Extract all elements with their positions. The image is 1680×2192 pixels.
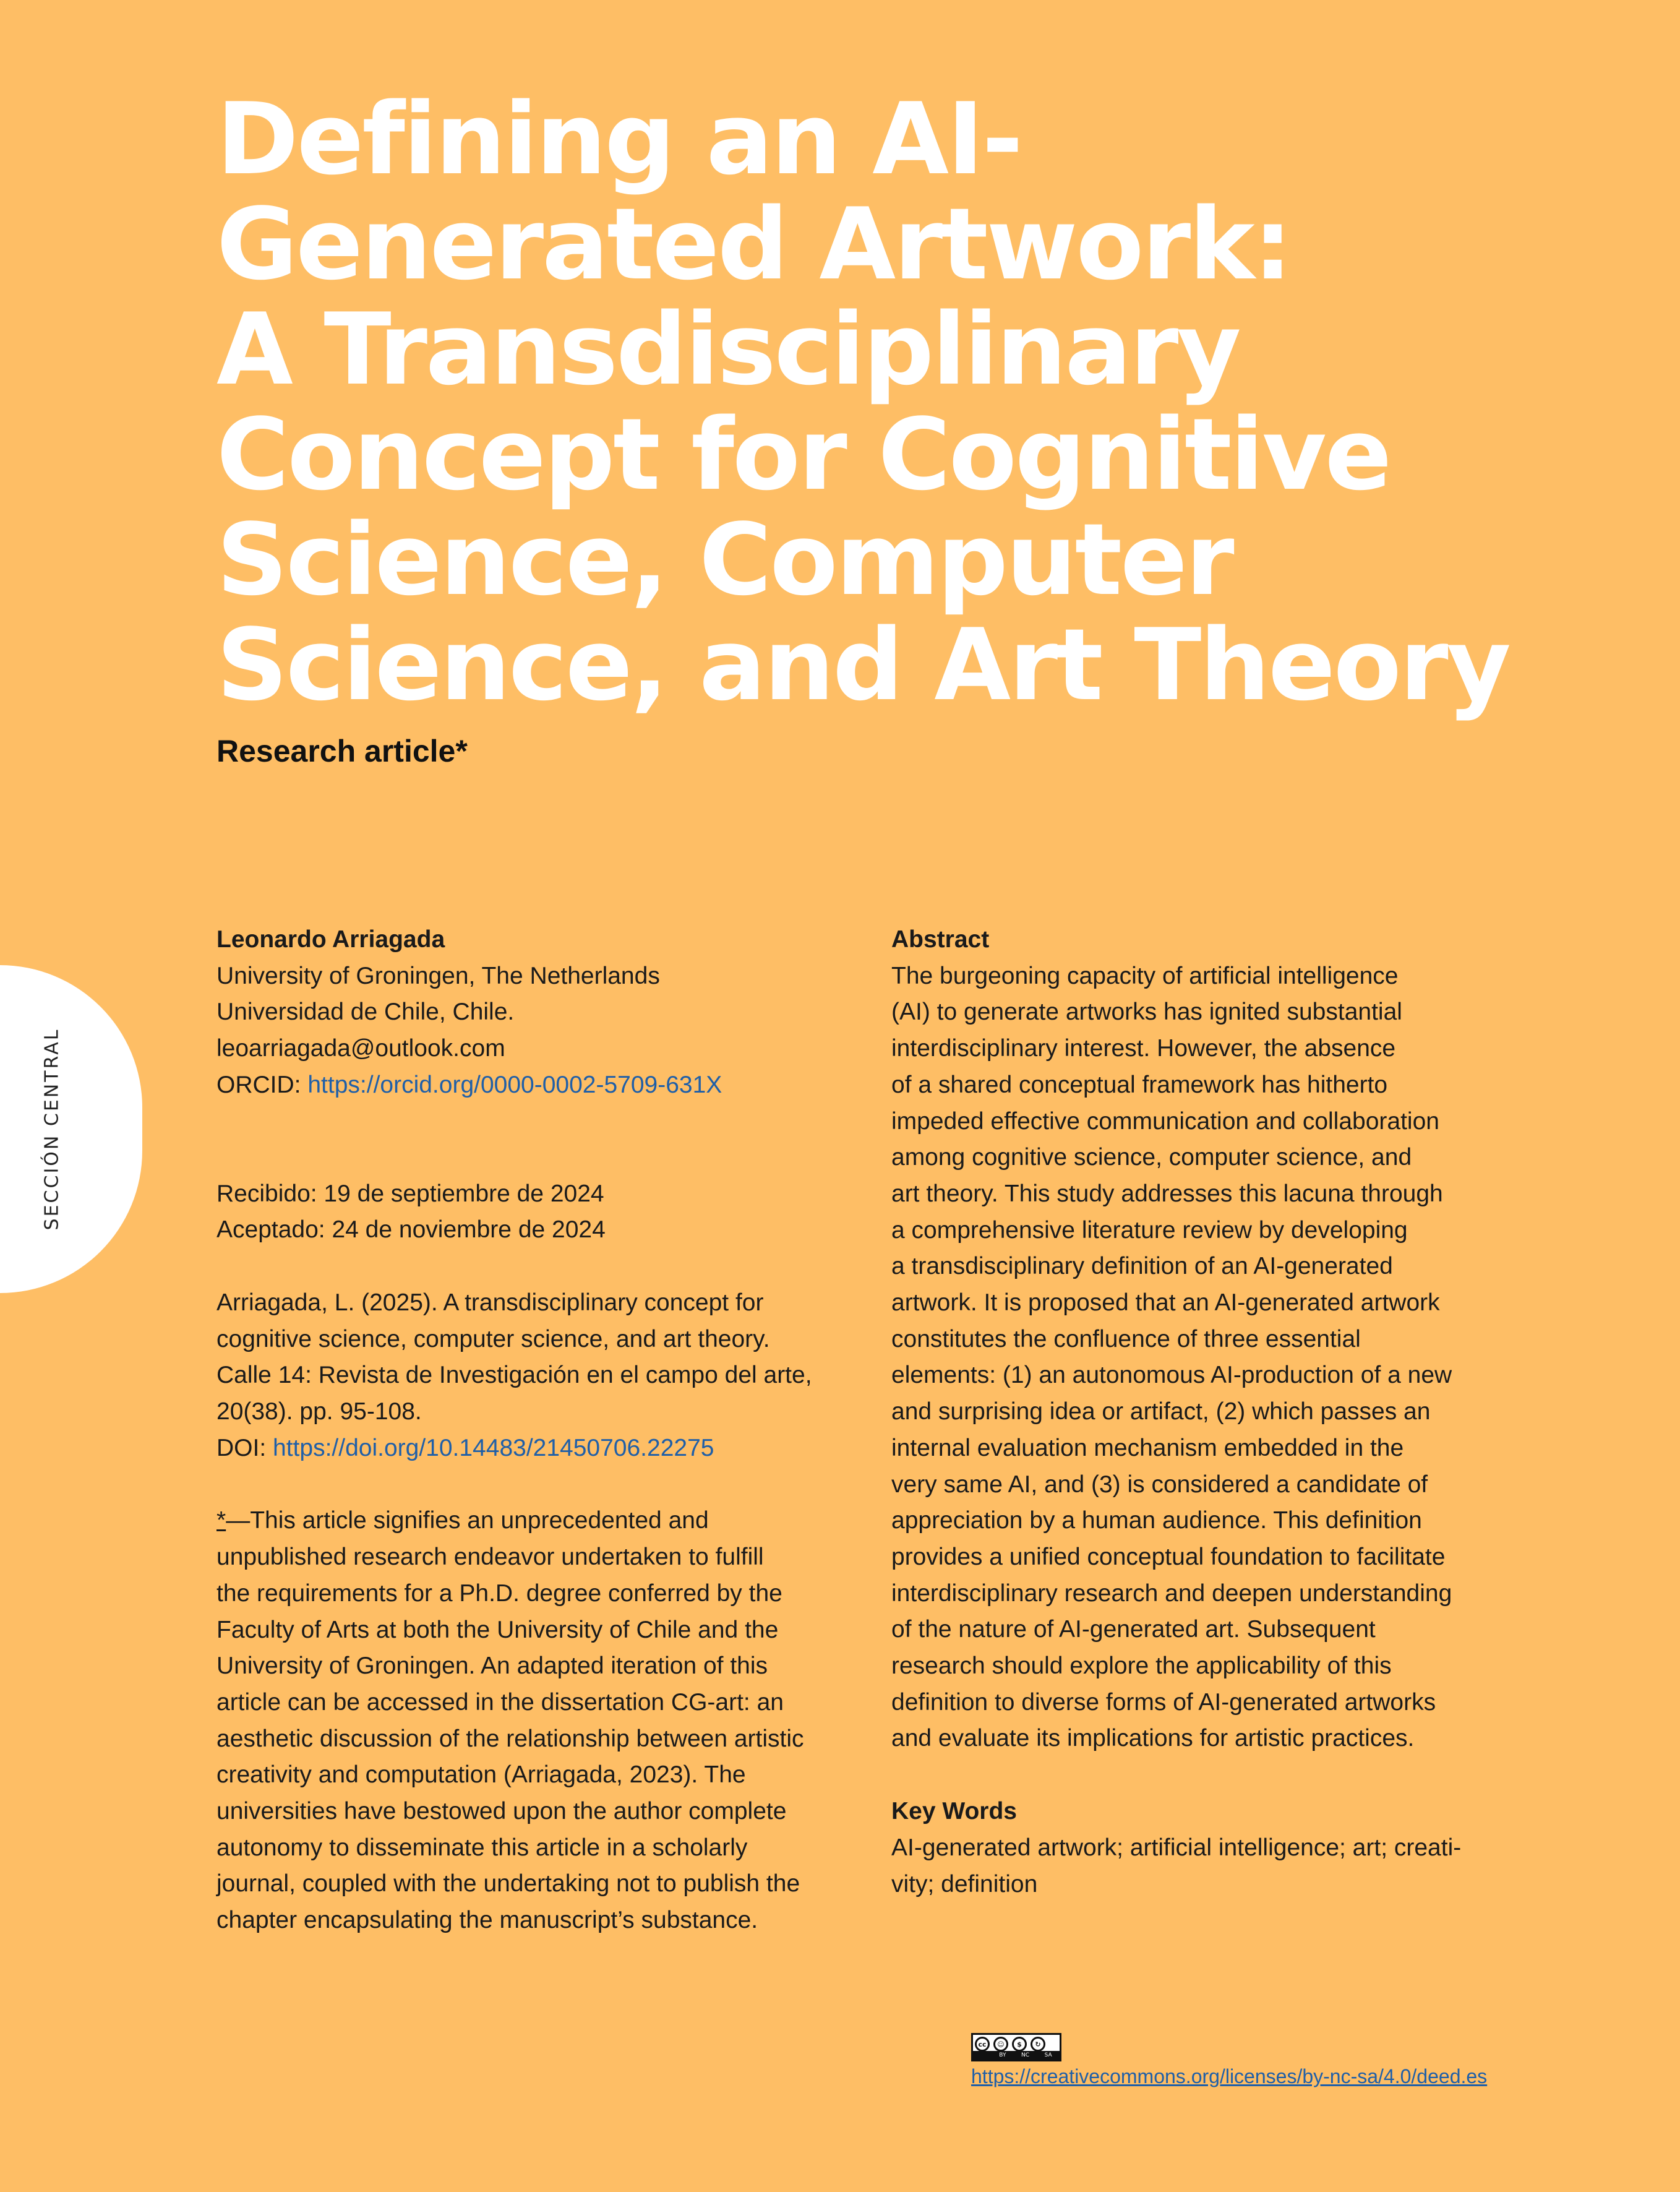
footnote-line: chapter encapsulating the manuscript’s substance.: [216, 1907, 758, 1934]
abstract-line: research should explore the applicability of this: [891, 1653, 1392, 1680]
footnote-line: creativity and computation (Arriagada, 2023). The: [216, 1761, 746, 1789]
by-label: BY: [999, 2052, 1006, 2058]
abstract-line: among cognitive science, computer science, and: [891, 1144, 1412, 1171]
doi-label: DOI:: [216, 1434, 273, 1461]
abstract-line: interdisciplinary research and deepen understanding: [891, 1580, 1452, 1607]
abstract-line: of the nature of AI-generated art. Subsequent: [891, 1616, 1376, 1643]
right-column: [891, 922, 1541, 1902]
citation-line: Calle 14: Revista de Investigación en el campo del arte,: [216, 1362, 812, 1389]
license-block: [971, 2033, 1487, 2088]
orcid-line: [216, 1067, 872, 1104]
footnote-line: the requirements for a Ph.D. degree conferred by the: [216, 1580, 782, 1607]
doi-link[interactable]: https://doi.org/10.14483/21450706.22275: [273, 1434, 714, 1461]
author-email[interactable]: leoarriagada@outlook.com: [216, 1035, 505, 1062]
keywords-heading: Key Words: [891, 1798, 1017, 1825]
abstract-line: internal evaluation mechanism embedded in the: [891, 1434, 1404, 1461]
keywords-line: AI-generated artwork; artificial intelligence; art; creati-: [891, 1834, 1462, 1861]
cc-license-badge[interactable]: [971, 2033, 1061, 2061]
abstract-line: impeded effective communication and collaboration: [891, 1107, 1439, 1135]
orcid-link[interactable]: https://orcid.org/0000-0002-5709-631X: [307, 1071, 722, 1098]
abstract-line: a comprehensive literature review by developing: [891, 1216, 1408, 1244]
abstract-body: [891, 958, 1541, 1757]
article-type: Research article*: [216, 734, 468, 768]
abstract-line: elements: (1) an autonomous AI-production of a new: [891, 1362, 1452, 1389]
cc-icon: cc: [975, 2037, 990, 2052]
abstract-line: The burgeoning capacity of artificial intelligence: [891, 962, 1399, 989]
footnote-line: journal, coupled with the undertaking not to publish the: [216, 1870, 800, 1898]
footnote-line: unpublished research endeavor undertaken to fulfill: [216, 1544, 764, 1571]
title-line: Science, Computer: [216, 502, 1233, 617]
cc-badge-labels: [973, 2051, 1060, 2060]
footnote-line: Faculty of Arts at both the University of Chile and the: [216, 1616, 779, 1643]
nc-icon: $: [1012, 2037, 1027, 2052]
title-line: Generated Artwork:: [216, 186, 1291, 302]
keywords-line: vity; definition: [891, 1870, 1038, 1898]
title-line: Defining an AI-: [216, 81, 1022, 197]
abstract-line: of a shared conceptual framework has hitherto: [891, 1071, 1388, 1098]
title-line: A Transdisciplinary: [216, 291, 1240, 407]
footnote-line: [216, 1503, 872, 1539]
abstract-line: very same AI, and (3) is considered a candidate of: [891, 1471, 1428, 1498]
license-link[interactable]: https://creativecommons.org/licenses/by-nc-sa/4.0/deed.es: [971, 2065, 1488, 2087]
abstract-line: a transdisciplinary definition of an AI-generated: [891, 1253, 1393, 1280]
footnote-marker: *: [216, 1507, 226, 1534]
citation-line: 20(38). pp. 95-108.: [216, 1398, 422, 1425]
author-affiliation: University of Groningen, The Netherlands: [216, 962, 660, 989]
accepted-date: Aceptado: 24 de noviembre de 2024: [216, 1216, 606, 1244]
abstract-line: (AI) to generate artworks has ignited substantial: [891, 999, 1402, 1026]
footnote-line: aesthetic discussion of the relationship between artistic: [216, 1725, 804, 1752]
abstract-line: and evaluate its implications for artistic practices.: [891, 1725, 1415, 1752]
abstract-line: and surprising idea or artifact, (2) which passes an: [891, 1398, 1431, 1425]
abstract-line: provides a unified conceptual foundation to facilitate: [891, 1543, 1446, 1570]
footnote-line: article can be accessed in the dissertation CG-art: an: [216, 1688, 784, 1716]
received-date: Recibido: 19 de septiembre de 2024: [216, 1180, 604, 1207]
abstract-line: interdisciplinary interest. However, the absence: [891, 1035, 1396, 1062]
author-affiliation: Universidad de Chile, Chile.: [216, 999, 515, 1026]
abstract-line: constitutes the confluence of three essential: [891, 1325, 1361, 1352]
abstract-line: artwork. It is proposed that an AI-generated artwork: [891, 1289, 1440, 1317]
footnote-line: universities have bestowed upon the author complete: [216, 1798, 787, 1825]
section-label: SECCIÓN CENTRAL: [41, 1028, 63, 1231]
left-column: [216, 922, 872, 1939]
article-title: [216, 81, 1639, 723]
title-line: Science, and Art Theory: [216, 607, 1509, 723]
title-line: Concept for Cognitive: [216, 397, 1391, 512]
author-name: Leonardo Arriagada: [216, 926, 445, 953]
abstract-heading: Abstract: [891, 926, 990, 953]
abstract-line: appreciation by a human audience. This definition: [891, 1507, 1422, 1534]
citation-line: cognitive science, computer science, and art theory.: [216, 1325, 770, 1352]
abstract-line: art theory. This study addresses this lacuna through: [891, 1180, 1443, 1207]
by-icon: ☺: [993, 2037, 1008, 2052]
footnote-first-text: —This article signifies an unprecedented and: [226, 1507, 709, 1534]
footnote-line: University of Groningen. An adapted iteration of this: [216, 1653, 768, 1680]
nc-label: NC: [1021, 2052, 1030, 2058]
abstract-line: definition to diverse forms of AI-generated artworks: [891, 1688, 1436, 1716]
footnote-line: autonomy to disseminate this article in a scholarly: [216, 1834, 748, 1861]
doi-line: [216, 1430, 872, 1467]
section-tab: [0, 965, 142, 1293]
sa-icon: ↻: [1031, 2037, 1045, 2052]
citation-line: Arriagada, L. (2025). A transdisciplinary concept for: [216, 1289, 764, 1316]
sa-label: SA: [1044, 2052, 1052, 2058]
orcid-label: ORCID:: [216, 1071, 308, 1098]
